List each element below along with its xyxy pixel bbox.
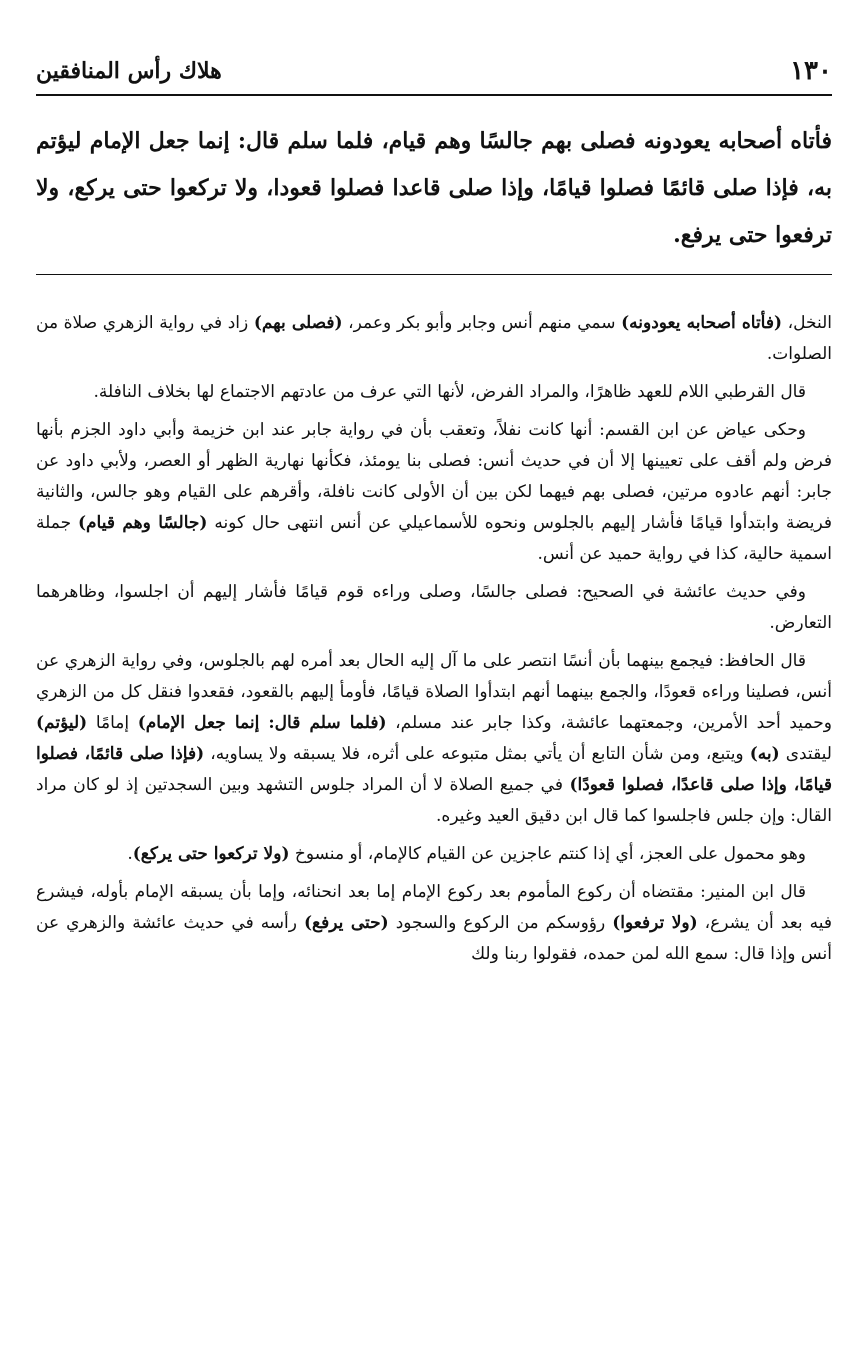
quoted-phrase: (فلما سلم قال: إنما جعل الإمام): [137, 713, 387, 733]
quoted-phrase: (حتى يرفع): [304, 913, 389, 933]
quoted-phrase: (جالسًا وهم قيام): [77, 513, 208, 533]
quoted-phrase: (فصلى بهم): [253, 313, 343, 333]
quoted-phrase: (فإذا صلى قائمًا، فصلوا قيامًا، وإذا صلى قاعدًا، فصلوا قعودًا): [36, 744, 832, 795]
page-number: ١٣٠: [790, 56, 832, 86]
book-title: هلاك رأس المنافقين: [36, 58, 222, 84]
commentary-paragraph: وهو محمول على العجز، أي إذا كنتم عاجزين عن القيام كالإمام، أو منسوخ (ولا تركعوا حتى يركع).: [127, 844, 806, 864]
hadith-text: فأتاه أصحابه يعودونه فصلى بهم جالسًا وهم قيام، فلما سلم قال: إنما جعل الإمام ليؤتم به، فإذا صلى قائمًا فصلوا قيامًا، وإذا صلى قاعدا فصلوا قعودا، ولا تركعوا حتى يركع، ولا ترفعوا حتى يرفع.: [36, 128, 832, 248]
running-header: [36, 48, 832, 96]
commentary-paragraph: النخل، (فأتاه أصحابه يعودونه) سمي منهم أنس وجابر وأبو بكر وعمر، (فصلى بهم) زاد في رواية الزهري صلاة من الصلوات.: [36, 313, 832, 364]
quoted-phrase: (به): [749, 744, 780, 764]
commentary-paragraph: وفي حديث عائشة في الصحيح: فصلى جالسًا، وصلى وراءه قوم قيامًا فأشار إليهم أن اجلسوا، وظاهرهما التعارض.: [36, 582, 832, 633]
commentary-paragraph: وحكى عياض عن ابن القسم: أنها كانت نفلاً، وتعقب بأن في رواية جابر عند ابن خزيمة وأبي داود الجزم بأنها فرض ولم أقف على تعيينها إلا أن في حديث أنس: فصلى بنا يومئذ، فكأنها نهارية الظهر أو العصر، ولأبي داود عن جابر: أنهم عادوه مرتين، فصلى بهم فيهما لكن بين أن الأولى كانت نافلة، وأقرهم على القيام وهو جالس، والثانية فريضة وابتدأوا قيامًا فأشار إليهم بالجلوس ونحوه للأسماعيلي عن أنس انتهى حال كونه (جالسًا وهم قيام) جملة اسمية حالية، كذا في رواية حميد عن أنس.: [36, 420, 833, 564]
commentary: [36, 308, 832, 977]
commentary-paragraph: قال ابن المنير: مقتضاه أن ركوع المأموم بعد ركوع الإمام إما بعد انحنائه، وإما بأن يسبقه الإمام بأوله، فيشرع فيه بعد أن يشرع، (ولا ترفعوا) رؤوسكم من الركوع والسجود (حتى يرفع) رأسه في حديث عائشة والزهري عن أنس وإذا قال: سمع الله لمن حمده، فقولوا ربنا ولك: [36, 882, 832, 964]
commentary-paragraph: قال الحافظ: فيجمع بينهما بأن أنسًا انتصر على ما آل إليه الحال بعد أمره لهم بالجلوس، وفي رواية الزهري عن أنس، فصلينا وراءه قعودًا، والجمع بينهما أنهم ابتدأوا الصلاة قيامًا، فأومأ إليهم بالقعود، فقعدوا فنقل كل من الزهري وحميد أحد الأمرين، وجمعتهما عائشة، وكذا جابر عند مسلم، (فلما سلم قال: إنما جعل الإمام) إمامًا (ليؤتم) ليقتدى (به) ويتبع، ومن شأن التابع أن يأتي بمثل متبوعه على أثره، فلا يسبقه ولا يساويه، (فإذا صلى قائمًا، فصلوا قيامًا، وإذا صلى قاعدًا، فصلوا قعودًا) في جميع الصلاة لا أن المراد جلوس التشهد وبين السجدتين إذ لو كان مراد القال: وإن جلس فاجلسوا كما قال ابن دقيق العيد وغيره.: [36, 651, 832, 826]
quoted-phrase: (ولا ترفعوا): [612, 913, 698, 933]
commentary-paragraph: قال القرطبي اللام للعهد ظاهرًا، والمراد الفرض، لأنها التي عرف من عادتهم الاجتماع لها بخلاف النافلة.: [93, 382, 806, 402]
quoted-phrase: (فأتاه أصحابه يعودونه): [621, 313, 783, 333]
quoted-phrase: (ليؤتم): [36, 713, 88, 733]
text-separator-line: [36, 274, 832, 275]
quoted-phrase: (ولا تركعوا حتى يركع): [132, 844, 290, 864]
